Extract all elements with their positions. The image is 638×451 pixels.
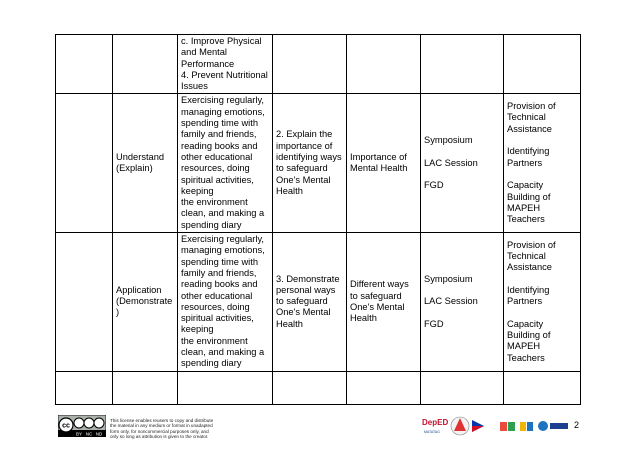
text-line (507, 169, 577, 180)
page-number: 2 (574, 420, 580, 430)
text-line (424, 169, 500, 180)
text-line: One's Mental (350, 301, 405, 312)
text-line: One's Mental (276, 307, 331, 318)
text-line: to safeguard (350, 290, 402, 301)
cc-logo-text: cc (62, 422, 70, 430)
text-line: clean, and making a (181, 208, 265, 219)
text-line: Assistance (507, 262, 552, 273)
table-cell-activities (178, 94, 273, 233)
table-cell-level (113, 94, 178, 233)
text-line: (Demonstrate (116, 296, 173, 307)
text-line: LAC Session (424, 296, 478, 307)
table-cell-modality (421, 94, 504, 233)
text-line (424, 307, 500, 318)
text-line: keeping (181, 324, 214, 335)
text-line: reading books and (181, 140, 258, 151)
text-line: family and friends, (181, 129, 257, 140)
text-line: Identifying (507, 284, 550, 295)
text-line: to safeguard (276, 163, 328, 174)
flag-emblem (472, 420, 484, 432)
text-line: clean, and making a (181, 347, 265, 358)
text-line (424, 285, 500, 296)
text-line: spending diary (181, 219, 242, 230)
text-line: spiritual activities, (181, 174, 254, 185)
text-line: One's Mental (276, 174, 331, 185)
text-line: (Explain) (116, 163, 153, 174)
seal-logo (451, 417, 469, 435)
table-cell-objective (273, 94, 347, 233)
text-line: Technical (507, 112, 546, 123)
table-row (56, 35, 581, 94)
text-line: Capacity (507, 180, 544, 191)
text-line: family and friends, (181, 267, 257, 278)
table-cell (347, 35, 421, 94)
text-line: Capacity (507, 318, 544, 329)
text-line: and Mental (181, 47, 227, 58)
text-line: This license enables reusers to copy and distribute (110, 418, 214, 423)
table-cell (56, 371, 113, 404)
text-line: MAPEH (507, 341, 541, 352)
text-line (507, 307, 577, 318)
text-line: Teachers (507, 352, 545, 363)
table-cell-level (113, 233, 178, 372)
table-cell (56, 233, 113, 372)
text-line: LAC Session (424, 157, 478, 168)
text-line: FGD (424, 318, 444, 329)
text-line: Health (350, 313, 377, 324)
text-line: Exercising regularly, (181, 234, 265, 245)
text-line: Health (276, 318, 303, 329)
text-line (507, 135, 577, 146)
neap-logo (538, 421, 568, 431)
text-line: Symposium (424, 135, 473, 146)
table-cell (56, 35, 113, 94)
table-cell-support (504, 233, 581, 372)
text-line: Mental Health (350, 163, 408, 174)
table-row (56, 371, 581, 404)
text-line: Assistance (507, 123, 552, 134)
table-cell-modality (421, 233, 504, 372)
text-line: other educational (181, 151, 253, 162)
text-line: 3. Demonstrate (276, 273, 340, 284)
text-line (507, 274, 577, 285)
text-line: personal ways (276, 284, 336, 295)
matatag-logo-text: MATATAG (424, 430, 440, 434)
table-cell (113, 371, 178, 404)
cc-nd-label: ND (95, 431, 103, 437)
deped-logo (422, 418, 448, 434)
table-cell (113, 35, 178, 94)
colorful-logo-2 (520, 422, 533, 431)
curriculum-table (55, 34, 581, 405)
text-line: Partners (507, 157, 543, 168)
text-line: identifying ways (276, 151, 342, 162)
table-cell (421, 371, 504, 404)
table-cell (504, 35, 581, 94)
text-line (424, 146, 500, 157)
text-line: FGD (424, 180, 444, 191)
table-row (56, 94, 581, 233)
text-line: 4. Prevent Nutritional (181, 69, 268, 80)
text-line: Exercising regularly, (181, 95, 265, 106)
text-line: the material in any medium or format in unadapted (110, 423, 213, 429)
text-line: ) (116, 307, 120, 318)
text-line: Building of (507, 191, 551, 202)
text-line: Teachers (507, 214, 545, 225)
cc-license-badge (58, 415, 106, 437)
text-line: spiritual activities, (181, 313, 254, 324)
table-cell-activities (178, 233, 273, 372)
text-line: c. Improve Physical (181, 36, 262, 46)
text-line: MAPEH (507, 202, 541, 213)
text-line: only so long as attribution is given to the creator. (110, 434, 209, 440)
table-cell (273, 371, 347, 404)
text-line: Application (116, 284, 162, 295)
text-line: 2. Explain the (276, 129, 333, 140)
text-line: the environment (181, 197, 248, 208)
text-line: Provision of (507, 239, 556, 250)
text-line: reading books and (181, 279, 258, 290)
text-line: spending time with (181, 118, 258, 129)
table-cell (56, 94, 113, 233)
text-line: resources, doing (181, 163, 250, 174)
cc-by-label: BY (75, 431, 83, 437)
table-cell (347, 371, 421, 404)
text-line: Health (276, 185, 303, 196)
table-cell-support (504, 94, 581, 233)
text-line: Performance (181, 58, 235, 69)
text-line: Technical (507, 250, 546, 261)
text-line: Partners (507, 296, 543, 307)
table-cell-content (347, 233, 421, 372)
partner-logos (420, 412, 570, 440)
table-cell (504, 371, 581, 404)
text-line: resources, doing (181, 301, 250, 312)
text-line: spending time with (181, 256, 258, 267)
text-line: Identifying (507, 146, 550, 157)
table-cell (273, 35, 347, 94)
text-line: to safeguard (276, 296, 328, 307)
text-line: keeping (181, 185, 214, 196)
text-line: Symposium (424, 273, 473, 284)
table-cell-activities (178, 35, 273, 94)
text-line: importance of (276, 140, 333, 151)
colorful-logo-1 (500, 422, 515, 431)
cc-nc-label: NC (85, 431, 93, 437)
table-cell-objective (273, 233, 347, 372)
deped-logo-text: DepED (422, 418, 449, 427)
text-line: Understand (116, 151, 165, 162)
table-cell (178, 371, 273, 404)
table-cell-content (347, 94, 421, 233)
text-line: managing emotions, (181, 106, 265, 117)
table-cell (421, 35, 504, 94)
text-line: Provision of (507, 101, 556, 112)
license-text (110, 418, 230, 440)
text-line: Building of (507, 330, 551, 341)
text-line: form only, for noncommercial purposes only, and (110, 428, 209, 434)
text-line: Different ways (350, 279, 409, 290)
text-line: the environment (181, 335, 248, 346)
text-line: managing emotions, (181, 245, 265, 256)
text-line: other educational (181, 290, 253, 301)
table-row (56, 233, 581, 372)
text-line: Issues (181, 81, 208, 92)
text-line: Importance of (350, 151, 407, 162)
text-line: spending diary (181, 358, 242, 369)
